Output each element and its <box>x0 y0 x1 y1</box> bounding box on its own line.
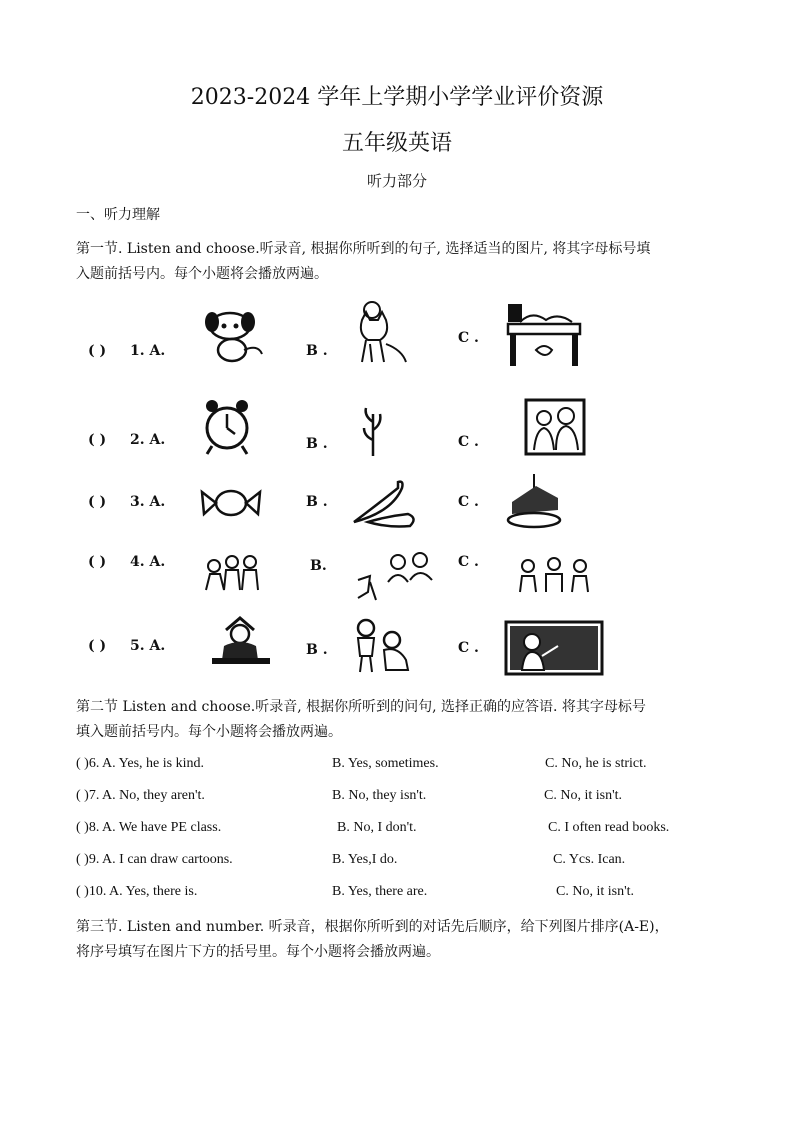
option-c-label: C . <box>458 434 479 450</box>
girl-icon <box>210 616 272 668</box>
question-9: ( )9. A. I can draw cartoons. <box>76 852 233 867</box>
answer-paren[interactable]: ( ) <box>88 638 107 654</box>
option-c: C. Ycs. Ican. <box>553 852 626 867</box>
question-6: ( )6. A. Yes, he is kind. <box>76 756 204 771</box>
question-row <box>88 540 708 600</box>
option-a-label: 3. A. <box>130 494 166 510</box>
option-c: C. No, it isn't. <box>556 884 634 899</box>
option-a-label: 1. A. <box>130 343 166 359</box>
alarm-clock-icon <box>202 398 252 456</box>
option-c-label: C . <box>458 554 479 570</box>
question-row <box>88 310 708 370</box>
sandwich-icon <box>506 472 564 530</box>
question-7: ( )7. A. No, they aren't. <box>76 788 205 803</box>
exam-subtitle: 五年级英语 <box>341 131 452 156</box>
option-b-label: B. <box>310 558 327 574</box>
answer-paren[interactable]: ( ) <box>88 494 107 510</box>
puppy-icon <box>200 310 266 366</box>
option-c: C. I often read books. <box>548 820 670 835</box>
section3-instr-1: 第三节. Listen and number. 听录音，根据你所听到的对话先后顺序，给下列图片排序(A-E)， <box>76 919 669 935</box>
option-b: B. No, they isn't. <box>332 788 427 803</box>
section2-instr-1: 第二节 Listen and choose.听录音, 根据你所听到的问句, 选择正确的应答语. 将其字母标号 <box>76 699 646 715</box>
question-row <box>88 400 708 460</box>
peppers-icon <box>348 478 420 528</box>
family-photo-icon <box>524 398 586 456</box>
option-b-label: B . <box>306 642 328 658</box>
option-a-label: 5. A. <box>130 638 166 654</box>
option-b: B. Yes, sometimes. <box>332 756 439 771</box>
question-8: ( )8. A. We have PE class. <box>76 820 222 835</box>
option-c: C. No, he is strict. <box>545 756 647 771</box>
question-row <box>88 470 708 530</box>
plant-icon <box>358 402 388 458</box>
answer-paren[interactable]: ( ) <box>88 432 107 448</box>
section1-instr-2: 入题前括号内。每个小题将会播放两遍。 <box>76 266 328 282</box>
section1-instr-1: 第一节. Listen and choose.听录音, 根据你所听到的句子, 选择适当的图片, 将其字母标号填 <box>76 241 651 257</box>
option-c-label: C . <box>458 494 479 510</box>
candy-icon <box>200 488 262 518</box>
option-b: B. Yes, there are. <box>332 884 428 899</box>
option-b-label: B . <box>306 436 328 452</box>
group-icon <box>514 554 598 594</box>
children-icon <box>354 552 438 602</box>
exam-title: 2023-2024 学年上学期小学学业评价资源 <box>190 85 604 110</box>
section1-heading: 一、听力理解 <box>76 207 160 223</box>
option-c-label: C . <box>458 330 479 346</box>
option-b-label: B . <box>306 494 328 510</box>
option-b: B. No, I don't. <box>337 820 417 835</box>
option-a-label: 4. A. <box>130 554 166 570</box>
question-row <box>88 618 708 678</box>
people-icon <box>200 552 264 592</box>
answer-paren[interactable]: ( ) <box>88 554 107 570</box>
part-label: 听力部分 <box>366 172 427 190</box>
option-c: C. No, it isn't. <box>544 788 622 803</box>
answer-paren[interactable]: ( ) <box>88 343 107 359</box>
cat-icon <box>350 300 412 366</box>
option-a-label: 2. A. <box>130 432 166 448</box>
option-b-label: B . <box>306 343 328 359</box>
section2-instr-2: 填入题前括号内。每个小题将会播放两遍。 <box>76 724 342 740</box>
option-b: B. Yes,I do. <box>332 852 398 867</box>
kids-icon <box>350 616 414 674</box>
section3-instr-2: 将序号填写在图片下方的括号里。每个小题将会播放两遍。 <box>76 944 440 960</box>
desk-icon <box>506 302 582 368</box>
blackboard-icon <box>504 620 604 676</box>
option-c-label: C . <box>458 640 479 656</box>
question-10: ( )10. A. Yes, there is. <box>76 884 198 899</box>
